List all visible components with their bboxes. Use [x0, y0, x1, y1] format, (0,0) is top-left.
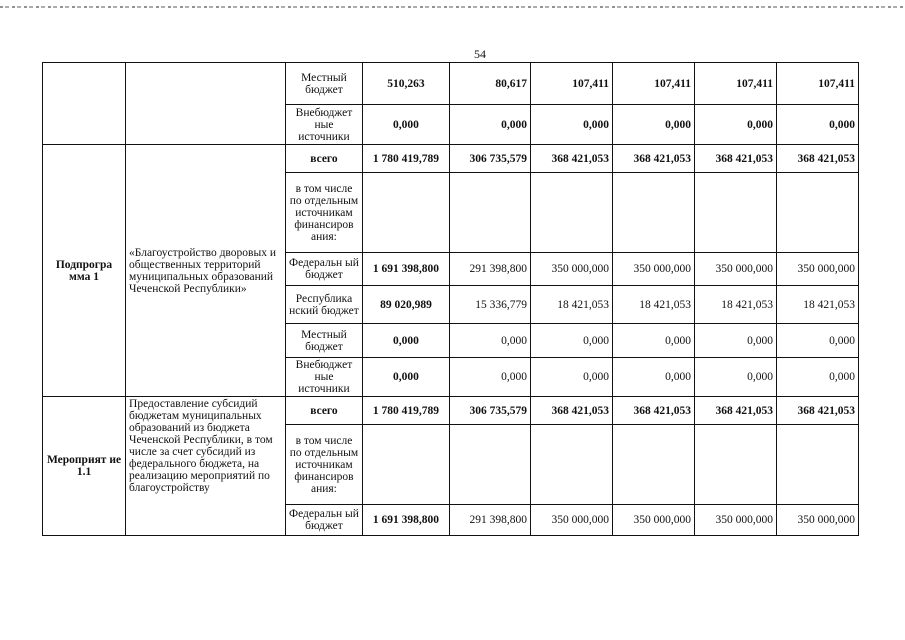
year-amount: 0,000 — [449, 105, 530, 145]
year-amount: 350 000,000 — [694, 505, 776, 536]
year-amount: 0,000 — [530, 105, 612, 145]
year-amount: 368 421,053 — [530, 397, 612, 425]
scan-artifact-line — [0, 6, 905, 8]
year-amount: 368 421,053 — [776, 397, 858, 425]
year-amount: 18 421,053 — [530, 286, 612, 324]
funding-source: в том числе по отдельным источникам финансиров ания: — [285, 425, 362, 505]
measure-name: Предоставление субсидий бюджетам муниципальных образований из бюджета Чеченской Республики, в том числе за счет субсидий из федерального бюджета, на реализацию мероприятий по благоустройству — [126, 397, 286, 536]
year-amount: 0,000 — [776, 324, 858, 358]
year-amount: 18 421,053 — [612, 286, 694, 324]
total-amount: 0,000 — [362, 105, 449, 145]
funding-source: Местный бюджет — [285, 63, 362, 105]
funding-source: Федеральн ый бюджет — [285, 505, 362, 536]
year-amount: 0,000 — [694, 105, 776, 145]
year-amount: 0,000 — [530, 324, 612, 358]
year-amount: 0,000 — [694, 324, 776, 358]
year-amount: 107,411 — [694, 63, 776, 105]
year-amount — [612, 425, 694, 505]
year-amount — [694, 173, 776, 253]
program-code-cell — [43, 63, 126, 145]
year-amount: 107,411 — [776, 63, 858, 105]
year-amount: 0,000 — [449, 324, 530, 358]
total-amount: 1 691 398,800 — [362, 253, 449, 286]
year-amount — [449, 425, 530, 505]
year-amount: 291 398,800 — [449, 505, 530, 536]
year-amount: 368 421,053 — [776, 145, 858, 173]
year-amount — [612, 173, 694, 253]
year-amount: 0,000 — [776, 358, 858, 397]
year-amount: 0,000 — [449, 358, 530, 397]
funding-source: Внебюджет ные источники — [285, 358, 362, 397]
year-amount: 368 421,053 — [612, 145, 694, 173]
year-amount: 291 398,800 — [449, 253, 530, 286]
year-amount: 0,000 — [612, 105, 694, 145]
year-amount: 350 000,000 — [776, 253, 858, 286]
year-amount: 18 421,053 — [694, 286, 776, 324]
year-amount — [449, 173, 530, 253]
total-amount: 0,000 — [362, 324, 449, 358]
table-row — [43, 145, 859, 173]
year-amount: 350 000,000 — [694, 253, 776, 286]
total-amount: 510,263 — [362, 63, 449, 105]
year-amount: 18 421,053 — [776, 286, 858, 324]
year-amount: 350 000,000 — [612, 253, 694, 286]
total-amount — [362, 425, 449, 505]
total-amount — [362, 173, 449, 253]
total-amount: 1 691 398,800 — [362, 505, 449, 536]
year-amount: 0,000 — [612, 358, 694, 397]
funding-source: Федеральн ый бюджет — [285, 253, 362, 286]
year-amount: 350 000,000 — [612, 505, 694, 536]
year-amount: 0,000 — [612, 324, 694, 358]
subprogram-code: Подпрогра мма 1 — [43, 145, 126, 397]
year-amount: 15 336,779 — [449, 286, 530, 324]
year-amount: 350 000,000 — [530, 253, 612, 286]
year-amount: 0,000 — [776, 105, 858, 145]
year-amount: 80,617 — [449, 63, 530, 105]
funding-source: всего — [285, 397, 362, 425]
year-amount: 306 735,579 — [449, 145, 530, 173]
funding-source: Внебюджет ные источники — [285, 105, 362, 145]
table-row — [43, 63, 859, 105]
year-amount: 368 421,053 — [530, 145, 612, 173]
year-amount — [530, 173, 612, 253]
total-amount: 0,000 — [362, 358, 449, 397]
year-amount: 368 421,053 — [612, 397, 694, 425]
year-amount: 350 000,000 — [530, 505, 612, 536]
funding-source: Местный бюджет — [285, 324, 362, 358]
year-amount: 0,000 — [694, 358, 776, 397]
year-amount — [694, 425, 776, 505]
measure-code: Мероприят ие 1.1 — [43, 397, 126, 536]
funding-source: всего — [285, 145, 362, 173]
year-amount: 107,411 — [612, 63, 694, 105]
funding-source: в том числе по отдельным источникам финансиров ания: — [285, 173, 362, 253]
year-amount: 368 421,053 — [694, 397, 776, 425]
table-row — [43, 397, 859, 425]
program-name-cell — [126, 63, 286, 145]
budget-table — [42, 62, 859, 536]
funding-source: Республика нский бюджет — [285, 286, 362, 324]
year-amount — [530, 425, 612, 505]
year-amount — [776, 425, 858, 505]
year-amount: 306 735,579 — [449, 397, 530, 425]
total-amount: 89 020,989 — [362, 286, 449, 324]
year-amount: 350 000,000 — [776, 505, 858, 536]
year-amount — [776, 173, 858, 253]
page-number: 54 — [474, 47, 486, 61]
total-amount: 1 780 419,789 — [362, 397, 449, 425]
subprogram-name: «Благоустройство дворовых и общественных территорий муниципальных образований Чеченской Республики» — [126, 145, 286, 397]
total-amount: 1 780 419,789 — [362, 145, 449, 173]
year-amount: 0,000 — [530, 358, 612, 397]
year-amount: 107,411 — [530, 63, 612, 105]
year-amount: 368 421,053 — [694, 145, 776, 173]
